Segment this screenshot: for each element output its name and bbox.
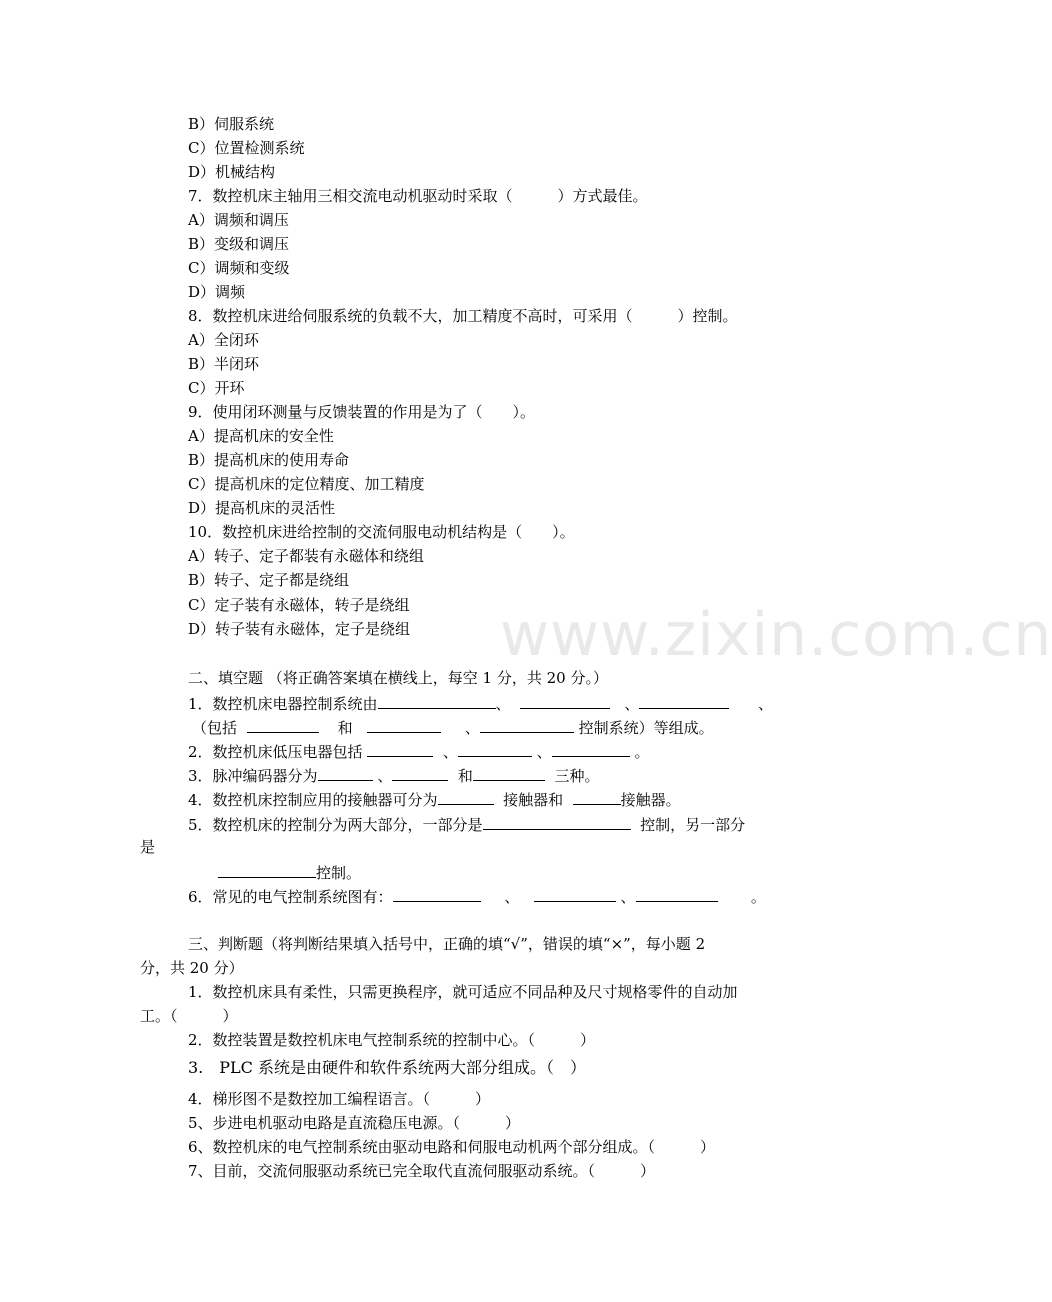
- judge-question-2: 2．数控装置是数控机床电气控制系统的控制中心。（ ）: [188, 1031, 596, 1049]
- fill-question-2: 2．数控机床低压电器包括 、 、 。: [188, 740, 649, 762]
- answer-blank[interactable]: [367, 716, 441, 733]
- answer-blank[interactable]: [367, 740, 433, 757]
- option-line: B）转子、定子都是绕组: [188, 571, 350, 589]
- answer-blank[interactable]: [552, 740, 630, 757]
- answer-blank[interactable]: [483, 813, 631, 830]
- option-line: A）调频和调压: [188, 211, 289, 229]
- answer-blank[interactable]: [480, 716, 574, 733]
- option-line: D）机械结构: [188, 163, 276, 181]
- option-line: B）半闭环: [188, 355, 260, 373]
- fill-question-4: 4．数控机床控制应用的接触器可分为 接触器和 接触器。: [188, 788, 681, 810]
- answer-blank[interactable]: [318, 764, 373, 781]
- section-heading-fill: 二、填空题 （将正确答案填在横线上，每空 1 分，共 20 分。）: [188, 669, 608, 687]
- judge-question-6: 6、数控机床的电气控制系统由驱动电路和伺服电动机两个部分组成。（ ）: [188, 1138, 716, 1156]
- fill-question-3: 3．脉冲编码器分为 、 和 三种。: [188, 764, 599, 786]
- option-line: A）提高机床的安全性: [188, 427, 334, 445]
- option-line: B）变级和调压: [188, 235, 290, 253]
- judge-question-5: 5、步进电机驱动电路是直流稳压电源。（ ）: [188, 1114, 521, 1132]
- fill-question-1-cont: （包括 和 、 控制系统）等组成。: [192, 716, 714, 738]
- judge-question-7: 7、目前，交流伺服驱动系统已完全取代直流伺服驱动系统。（ ）: [188, 1162, 656, 1180]
- answer-blank[interactable]: [473, 764, 545, 781]
- fill-question-5-cont: 控制。: [218, 861, 361, 883]
- judge-question-3: 3. PLC 系统是由硬件和软件系统两大部分组成。（ ）: [188, 1058, 586, 1077]
- answer-blank[interactable]: [218, 861, 316, 878]
- answer-blank[interactable]: [247, 716, 319, 733]
- option-line: C）提高机床的定位精度、加工精度: [188, 475, 425, 493]
- option-line: D）提高机床的灵活性: [188, 499, 336, 517]
- option-line: B）提高机床的使用寿命: [188, 451, 350, 469]
- option-line: C）调频和变级: [188, 259, 290, 277]
- option-line: A）全闭环: [188, 331, 259, 349]
- fill-question-5: 5．数控机床的控制分为两大部分，一部分是 控制，另一部分: [188, 813, 745, 835]
- option-line: B）伺服系统: [188, 115, 275, 133]
- judge-question-4: 4．梯形图不是数控加工编程语言。（ ）: [188, 1090, 491, 1108]
- answer-blank[interactable]: [378, 692, 496, 709]
- option-line: D）调频: [188, 283, 246, 301]
- answer-blank[interactable]: [639, 692, 729, 709]
- question-line: 7．数控机床主轴用三相交流电动机驱动时采取（ ）方式最佳。: [188, 187, 648, 205]
- answer-blank[interactable]: [534, 885, 616, 902]
- answer-blank[interactable]: [392, 764, 448, 781]
- option-line: A）转子、定子都装有永磁体和绕组: [188, 547, 424, 565]
- judge-question-1: 1．数控机床具有柔性，只需更换程序，就可适应不同品种及尺寸规格零件的自动加: [188, 983, 738, 1001]
- watermark: www.zixin.com.cn: [500, 600, 1052, 670]
- judge-question-1-wrap: 工。（ ）: [140, 1007, 238, 1025]
- option-line: C）位置检测系统: [188, 139, 305, 157]
- answer-blank[interactable]: [636, 885, 718, 902]
- answer-blank[interactable]: [458, 740, 532, 757]
- fill-question-1: 1．数控机床电器控制系统由 、 、 、: [188, 692, 773, 714]
- question-line: 8．数控机床进给伺服系统的负载不大，加工精度不高时，可采用（ ）控制。: [188, 307, 738, 325]
- option-line: C）开环: [188, 379, 245, 397]
- section-heading-judge-wrap: 分，共 20 分）: [140, 959, 244, 977]
- fill-question-6: 6．常见的电气控制系统图有： 、 、 。: [188, 885, 766, 907]
- answer-blank[interactable]: [573, 788, 621, 805]
- answer-blank[interactable]: [438, 788, 494, 805]
- section-heading-judge: 三、判断题（将判断结果填入括号中，正确的填“√”，错误的填“×”，每小题 2: [188, 935, 706, 953]
- answer-blank[interactable]: [520, 692, 610, 709]
- option-line: C）定子装有永磁体，转子是绕组: [188, 596, 410, 614]
- answer-blank[interactable]: [393, 885, 481, 902]
- question-line: 9．使用闭环测量与反馈装置的作用是为了（ ）。: [188, 403, 536, 421]
- option-line: D）转子装有永磁体，定子是绕组: [188, 620, 411, 638]
- fill-question-5-wrap: 是: [140, 838, 156, 856]
- question-line: 10．数控机床进给控制的交流伺服电动机结构是（ ）。: [188, 523, 575, 541]
